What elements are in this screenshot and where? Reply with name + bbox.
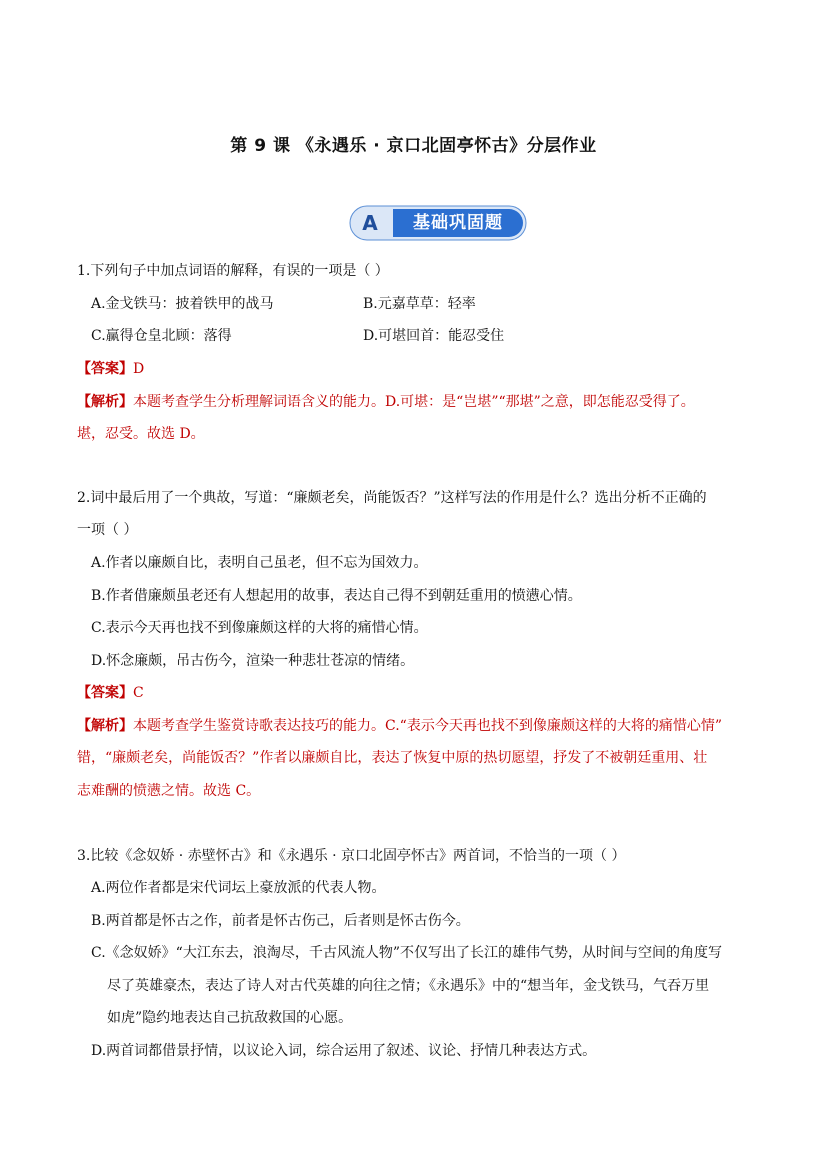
question-3-option-c-line-2: 尽了英雄豪杰，表达了诗人对古代英雄的向往之情；《永遇乐》中的“想当年，金戈铁马，气吞万里 xyxy=(107,978,710,994)
answer-value: C xyxy=(133,685,144,701)
question-1-stem: 1.下列句子中加点词语的解释，有误的一项是（ ） xyxy=(77,263,389,279)
question-2-option-b: B.作者借廉颇虽老还有人想起用的故事，表达自己得不到朝廷重用的愤懑心情。 xyxy=(91,588,582,604)
question-1-option-b: B.元嘉草草：轻率 xyxy=(363,296,476,312)
question-1-option-c: C.赢得仓皇北顾：落得 xyxy=(91,328,232,344)
page-title: 第 9 课 《永遇乐 · 京口北固亭怀古》分层作业 xyxy=(230,136,597,156)
section-label: 基础巩固题 xyxy=(413,213,503,233)
section-badge xyxy=(349,205,529,241)
section-letter: A xyxy=(362,211,378,235)
question-3-option-a: A.两位作者都是宋代词坛上豪放派的代表人物。 xyxy=(91,880,386,896)
question-1-analysis-line-2: 堪，忍受。故选 D。 xyxy=(77,426,205,442)
question-2-stem-line-2: 一项（ ） xyxy=(77,522,138,538)
question-2-analysis-line-1 xyxy=(77,716,722,736)
question-2-option-a: A.作者以廉颇自比，表明自己虽老，但不忘为国效力。 xyxy=(91,555,428,571)
question-3-option-d: D.两首词都借景抒情，以议论入词，综合运用了叙述、议论、抒情几种表达方式。 xyxy=(91,1043,597,1059)
question-1-option-a: A.金戈铁马：披着铁甲的战马 xyxy=(91,296,274,312)
analysis-tag: 【解析】 xyxy=(77,394,133,410)
question-1-answer xyxy=(77,359,144,379)
answer-value: D xyxy=(133,361,145,377)
analysis-tag: 【解析】 xyxy=(77,718,133,734)
answer-tag: 【答案】 xyxy=(77,361,133,377)
question-3-stem: 3.比较《念奴娇 · 赤壁怀古》和《永遇乐 · 京口北固亭怀古》两首词，不恰当的一项（ ） xyxy=(77,848,626,864)
answer-tag: 【答案】 xyxy=(77,685,133,701)
analysis-text: 本题考查学生分析理解词语含义的能力。D.可堪：是“岂堪”“那堪”之意，即怎能忍受得了。 xyxy=(133,394,695,410)
question-2-analysis-line-2: 错，“廉颇老矣，尚能饭否？”作者以廉颇自比，表达了恢复中原的热切愿望，抒发了不被朝廷重用、壮 xyxy=(77,750,708,766)
question-2-stem-line-1: 2.词中最后用了一个典故，写道：“廉颇老矣，尚能饭否？”这样写法的作用是什么？选出分析不正确的 xyxy=(77,490,707,506)
question-2-option-c: C.表示今天再也找不到像廉颇这样的大将的痛惜心情。 xyxy=(91,620,428,636)
question-3-option-c-line-1: C.《念奴娇》“大江东去，浪淘尽，千古风流人物”不仅写出了长江的雄伟气势，从时间与空间的角度写 xyxy=(91,945,722,961)
question-1-analysis-line-1 xyxy=(77,392,695,412)
question-1-option-d: D.可堪回首：能忍受住 xyxy=(363,328,505,344)
analysis-text: 本题考查学生鉴赏诗歌表达技巧的能力。C.“表示今天再也找不到像廉颇这样的大将的痛惜心情” xyxy=(133,718,722,734)
question-3-option-c-line-3: 如虎”隐约地表达自己抗敌救国的心愿。 xyxy=(107,1010,353,1026)
question-3-option-b: B.两首都是怀古之作，前者是怀古伤己，后者则是怀古伤今。 xyxy=(91,913,470,929)
question-2-option-d: D.怀念廉颇，吊古伤今，渲染一种悲壮苍凉的情绪。 xyxy=(91,653,415,669)
question-2-analysis-line-3: 志难酬的愤懑之情。故选 C。 xyxy=(77,783,261,799)
question-2-answer xyxy=(77,683,144,703)
